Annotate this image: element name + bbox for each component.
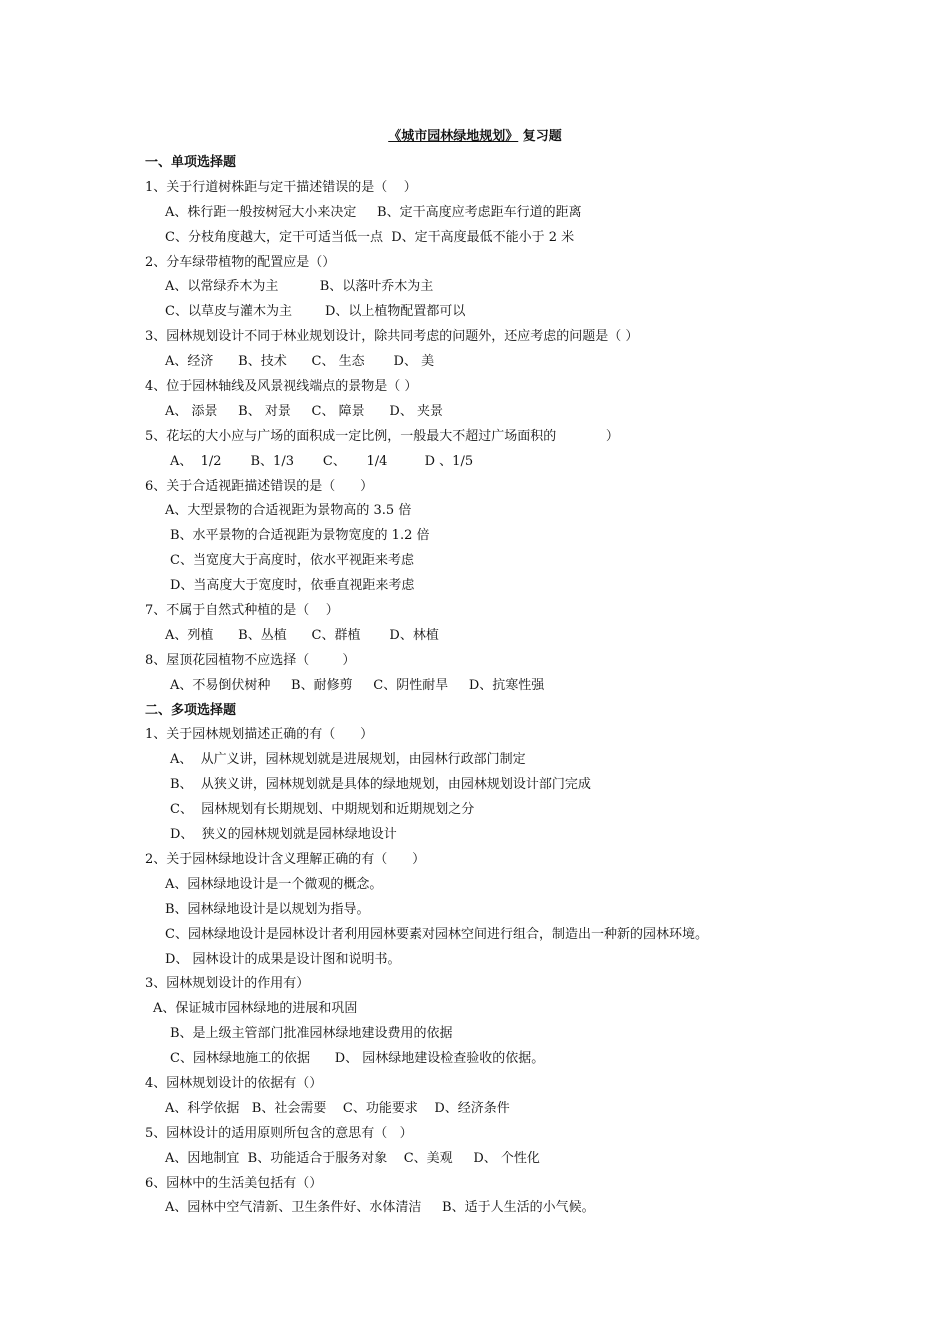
question-text: 6、园林中的生活美包括有（） [145,1175,323,1191]
answer-options: B、是上级主管部门批准园林绿地建设费用的依据 [170,1026,453,1042]
answer-options: A、大型景物的合适视距为景物高的 3.5 倍 [165,503,412,519]
answer-options: D、 园林设计的成果是设计图和说明书。 [165,951,401,967]
question-text: 2、关于园林绿地设计含义理解正确的有（ ） [145,851,426,867]
answer-options: C、当宽度大于高度时，依水平视距来考虑 [170,553,414,569]
answer-options: C、分枝角度越大，定干可适当低一点 D、定干高度最低不能小于 2 米 [165,229,575,245]
question-text: 2、分车绿带植物的配置应是（） [145,254,336,270]
answer-options: D、 狭义的园林规划就是园林绿地设计 [170,827,397,843]
question-text: 3、园林规划设计的作用有） [145,976,310,992]
answer-options: A、保证城市园林绿地的进展和巩固 [153,1001,358,1017]
answer-options: A、科学依据 B、社会需要 C、功能要求 D、经济条件 [165,1100,510,1116]
answer-options: B、 从狭义讲，园林规划就是具体的绿地规划，由园林规划设计部门完成 [170,777,591,793]
question-text: 5、园林设计的适用原则所包含的意思有（ ） [145,1125,413,1141]
question-text: 7、不属于自然式种植的是（ ） [145,603,339,619]
answer-options: A、列植 B、丛植 C、群植 D、林植 [165,627,439,643]
answer-options: B、园林绿地设计是以规划为指导。 [165,901,370,917]
answer-options: A、株行距一般按树冠大小来决定 B、定干高度应考虑距车行道的距离 [165,204,582,220]
answer-options: B、水平景物的合适视距为景物宽度的 1.2 倍 [170,528,430,544]
section-heading: 二、多项选择题 [145,702,237,718]
answer-options: A、园林中空气清新、卫生条件好、水体清洁 B、适于人生活的小气候。 [165,1200,595,1216]
answer-options: A、因地制宜 B、功能适合于服务对象 C、美观 D、 个性化 [165,1150,540,1166]
answer-options: C、园林绿地施工的依据 D、 园林绿地建设检查验收的依据。 [170,1051,545,1067]
title-suffix: 复习题 [518,129,562,144]
section-heading: 一、单项选择题 [145,155,237,170]
question-text: 3、园林规划设计不同于林业规划设计，除共同考虑的问题外，还应考虑的问题是（ ） [145,329,639,345]
answer-options: A、园林绿地设计是一个微观的概念。 [165,876,383,892]
question-text: 1、关于行道树株距与定干描述错误的是（ ） [145,179,417,195]
answer-options: C、 园林规划有长期规划、中期规划和近期规划之分 [170,802,475,818]
answer-options: A、以常绿乔木为主 B、以落叶乔木为主 [165,279,434,295]
question-list [0,151,950,1221]
question-text: 1、关于园林规划描述正确的有（ ） [145,727,374,743]
question-text: 4、园林规划设计的依据有（） [145,1075,323,1091]
answer-options: C、以草皮与灌木为主 D、以上植物配置都可以 [165,304,466,320]
answer-options: A、 1/2 B、1/3 C、 1/4 D 、1/5 [170,453,474,469]
answer-options: A、经济 B、技术 C、 生态 D、 美 [165,354,435,370]
document-title [0,128,950,146]
answer-options: A、不易倒伏树种 B、耐修剪 C、阴性耐旱 D、抗寒性强 [170,677,545,693]
question-text: 8、屋顶花园植物不应选择（ ） [145,652,356,668]
answer-options: A、 从广义讲，园林规划就是进展规划，由园林行政部门制定 [170,752,526,768]
title-main: 《城市园林绿地规划》 [388,129,519,144]
answer-options: C、园林绿地设计是园林设计者利用园林要素对园林空间进行组合，制造出一种新的园林环境。 [165,926,708,942]
answer-options: D、当高度大于宽度时，依垂直视距来考虑 [170,578,415,594]
question-text: 6、关于合适视距描述错误的是（ ） [145,478,374,494]
answer-options: A、 添景 B、 对景 C、 障景 D、 夹景 [165,403,443,419]
question-text: 5、花坛的大小应与广场的面积成一定比例，一般最大不超过广场面积的 ） [145,428,619,444]
question-text: 4、位于园林轴线及风景视线端点的景物是（ ） [145,379,418,395]
